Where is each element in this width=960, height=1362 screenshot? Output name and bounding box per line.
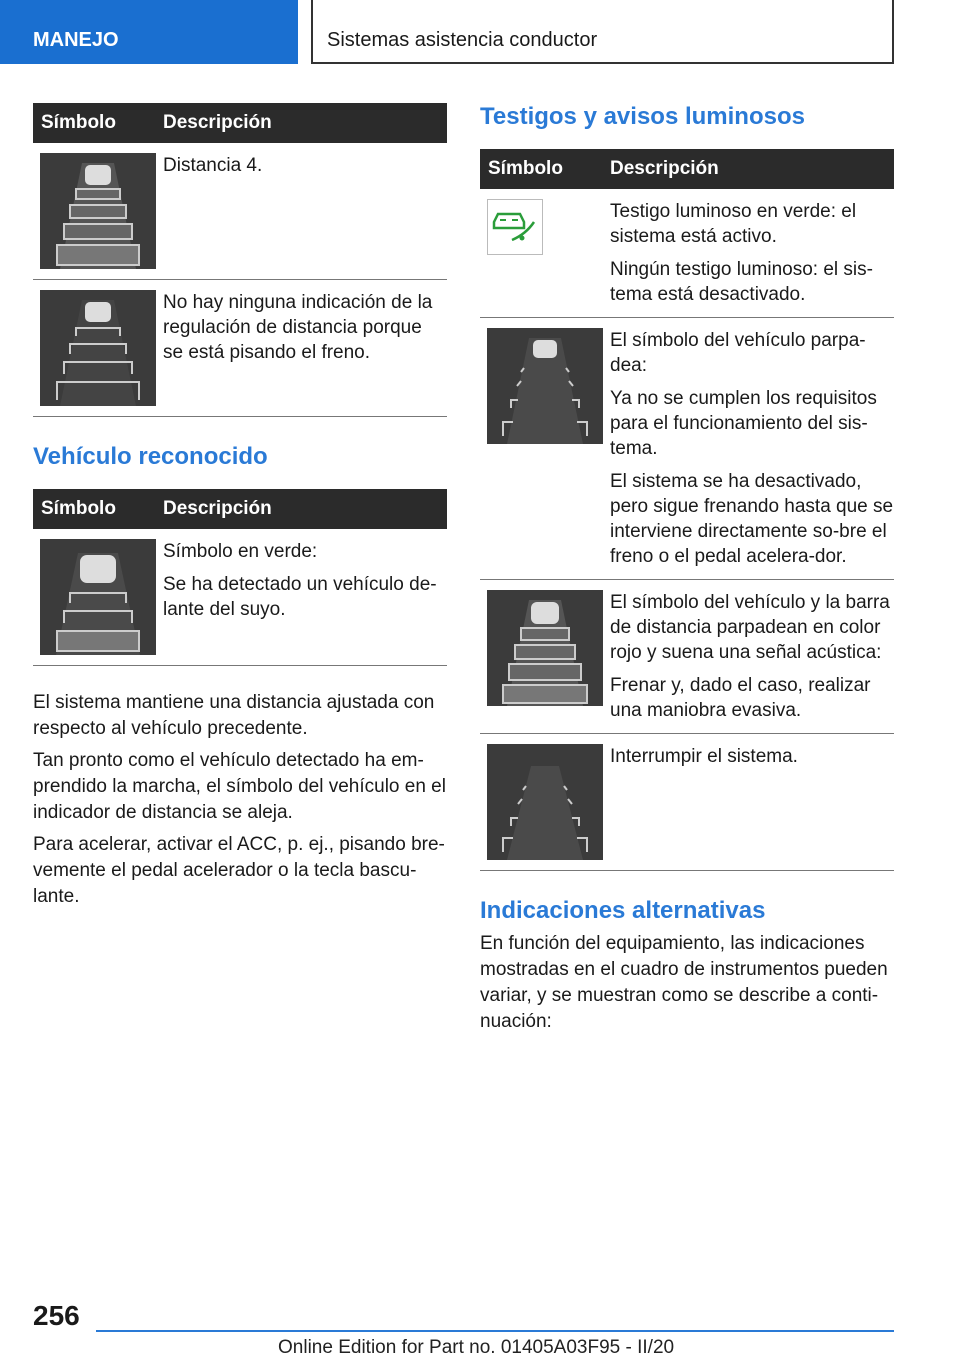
symbol-table-distance [33,103,447,417]
table-header [33,103,447,143]
col-description-header: Descripción [610,158,719,179]
table-row [33,143,447,280]
symbol-table-vehicle [33,489,447,666]
col-symbol-header: Símbolo [41,498,116,519]
distance-4-icon [40,153,156,269]
left-column [33,103,447,916]
section-label: MANEJO [33,29,119,51]
table-row [480,734,894,871]
acc-green-indicator-icon [487,199,543,255]
row-description: El sistema se ha desactivado, pero sigue frenando hasta que se interviene directamente so-bre el freno o el pedal acelera-dor. [610,471,894,567]
section-heading: Testigos y avisos luminosos [480,103,805,130]
table-header [480,149,894,189]
col-description-header: Descripción [163,112,272,133]
table-row [480,580,894,734]
no-indication-brake-icon [40,290,156,406]
table-row [33,280,447,417]
row-description: Ningún testigo luminoso: el sis-tema está desactivado. [610,259,873,305]
row-description: Distancia 4. [163,155,263,176]
row-description: Testigo luminoso en verde: el sistema está activo. [610,201,857,247]
table-row [480,318,894,580]
chapter-header [311,0,894,64]
paragraph: En función del equipamiento, las indicaciones mostradas en el cuadro de instrumentos pueden variar, y se muestran como se describe a conti-nuación: [480,933,888,1032]
vehicle-blinking-icon [487,328,603,444]
paragraph: Para acelerar, activar el ACC, p. ej., pisando bre-vemente el pedal acelerador o la tecla bascu-lante. [33,834,445,907]
system-interrupted-icon [487,744,603,860]
footer-edition: Online Edition for Part no. 01405A03F95 - II/20 [278,1337,675,1358]
body-text [33,690,447,910]
right-column [480,103,894,1041]
row-description: Interrumpir el sistema. [610,746,798,767]
row-description: Se ha detectado un vehículo de-lante del suyo. [163,574,437,620]
col-symbol-header: Símbolo [488,158,563,179]
vehicle-distance-bar-blinking-icon [487,590,603,706]
row-description: El símbolo del vehículo parpa-dea: [610,330,866,376]
section-heading: Vehículo reconocido [33,443,268,470]
row-description: Símbolo en verde: [163,541,318,562]
col-description-header: Descripción [163,498,272,519]
row-description: El símbolo del vehículo y la barra de distancia parpadean en color rojo y suena una señal acústica: [610,592,890,663]
row-description: Frenar y, dado el caso, realizar una maniobra evasiva. [610,675,871,721]
warning-lights-table [480,149,894,871]
table-row [480,189,894,318]
paragraph: Tan pronto como el vehículo detectado ha em-prendido la marcha, el símbolo del vehículo en el indicador de distancia se aleja. [33,750,446,823]
table-row [33,529,447,666]
vehicle-detected-icon [40,539,156,655]
page-number: 256 [33,1300,80,1331]
body-text [480,931,894,1035]
row-description: No hay ninguna indicación de la regulación de distancia porque se está pisando el freno. [163,292,433,363]
row-description: Ya no se cumplen los requisitos para el funcionamiento del sis-tema. [610,388,877,459]
paragraph: El sistema mantiene una distancia ajustada con respecto al vehículo precedente. [33,692,435,739]
section-tab [0,0,298,64]
footer-divider [96,1330,894,1332]
table-header [33,489,447,529]
col-symbol-header: Símbolo [41,112,116,133]
section-heading: Indicaciones alternativas [480,897,766,924]
chapter-title: Sistemas asistencia conductor [327,29,598,51]
